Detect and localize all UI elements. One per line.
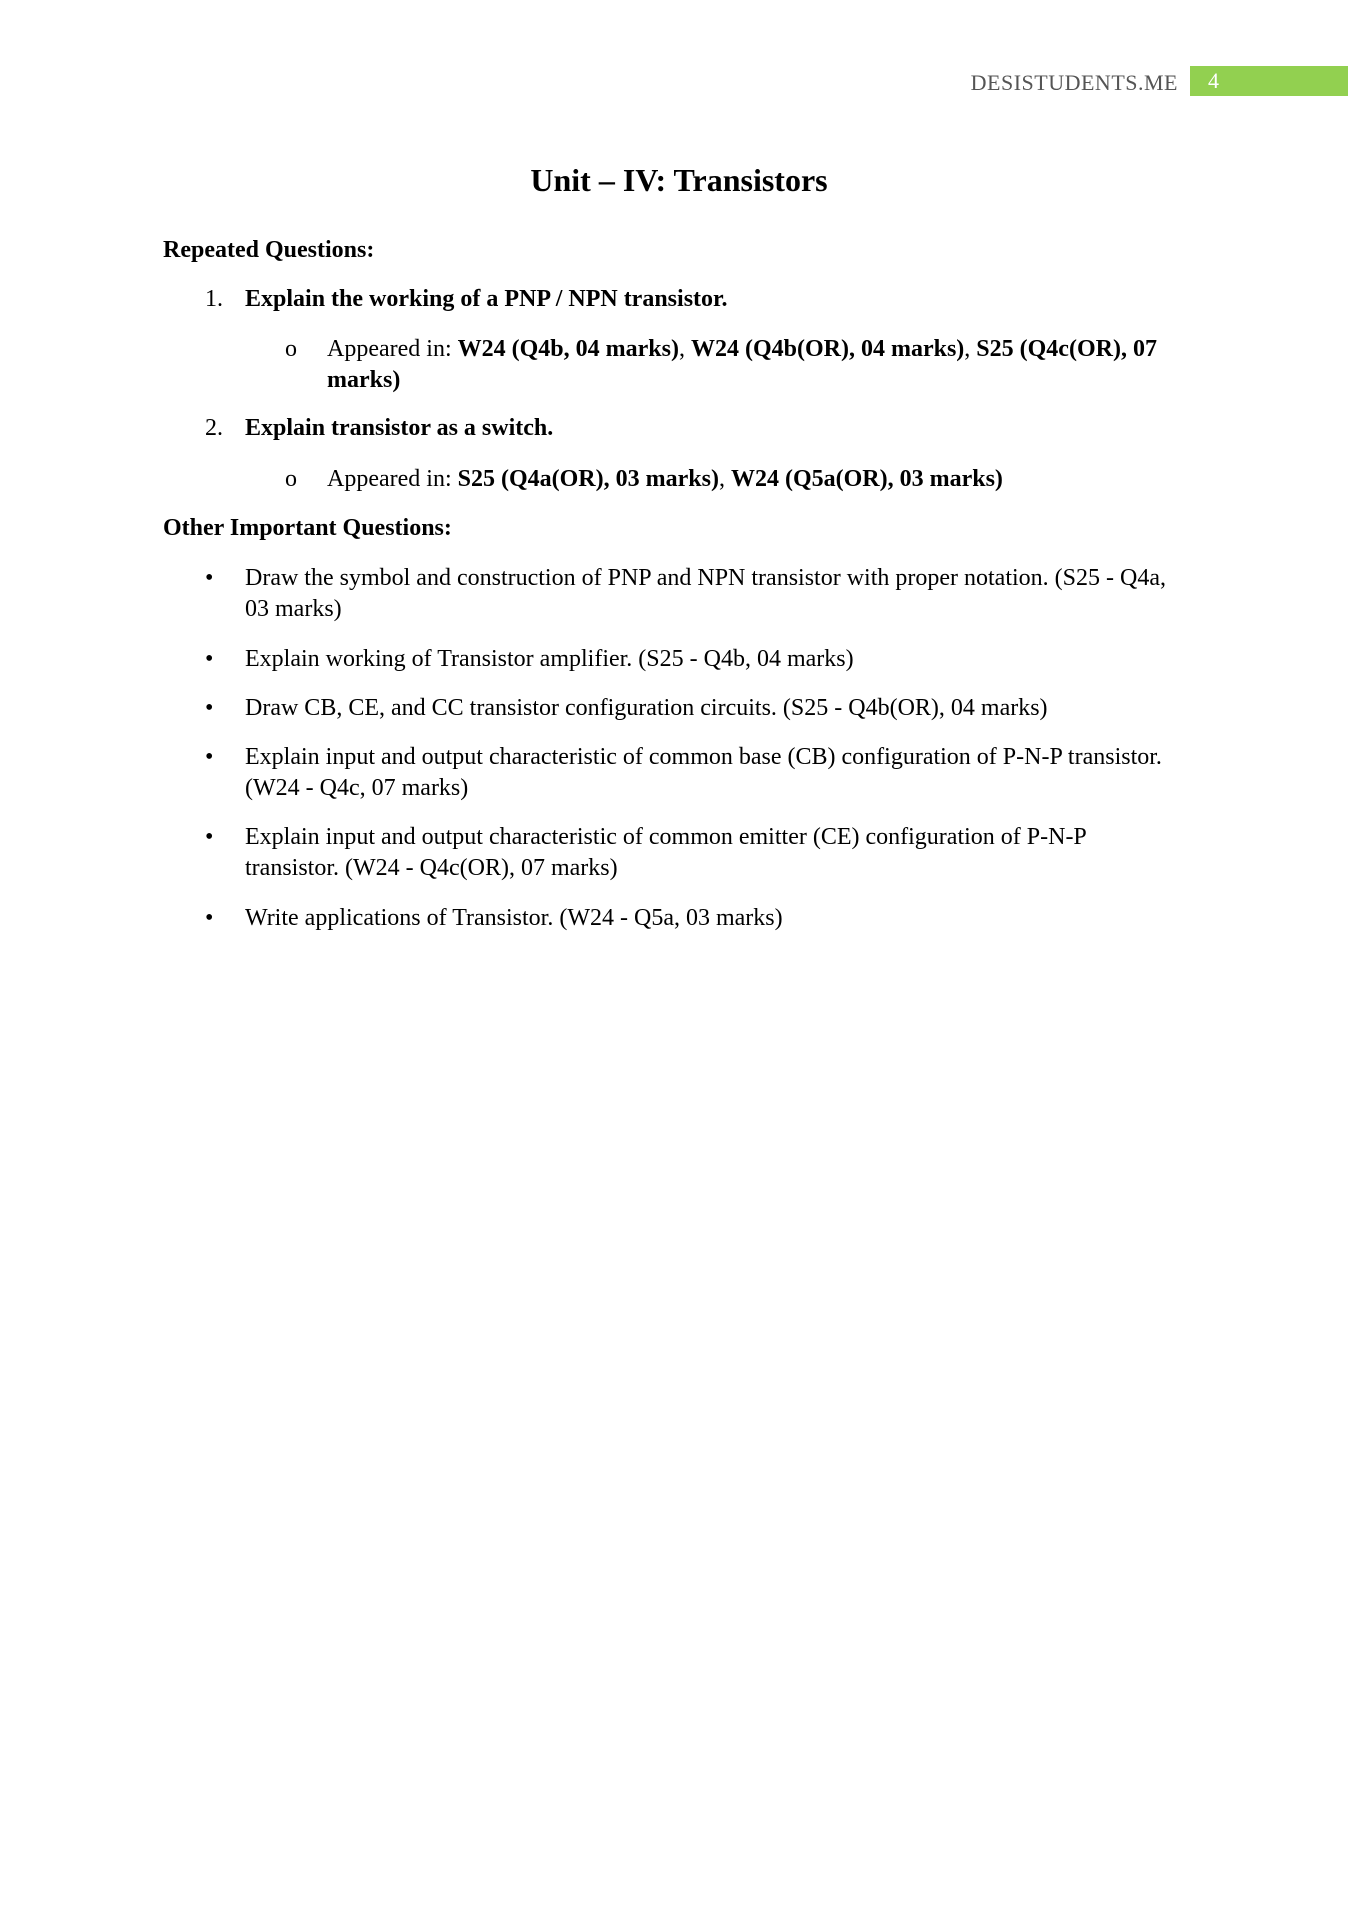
question-text: Explain the working of a PNP / NPN transistor.	[245, 286, 728, 312]
question-text: Draw CB, CE, and CC transistor configuration circuits. (S25 - Q4b(OR), 04 marks)	[245, 695, 1048, 721]
list-item	[205, 903, 1185, 934]
list-number: 1.	[205, 286, 223, 312]
question-text: Draw the symbol and construction of PNP and NPN transistor with proper notation. (S25 - Q4a, 03 marks)	[245, 565, 1166, 622]
bullet: •	[205, 646, 214, 672]
repeated-questions-heading: Repeated Questions:	[163, 237, 375, 263]
list-item	[205, 644, 1185, 675]
list-item	[205, 822, 1185, 884]
question-text: Explain input and output characteristic of common emitter (CE) configuration of P-N-P transistor. (W24 - Q4c(OR), 07 marks)	[245, 824, 1086, 881]
list-item	[205, 693, 1185, 724]
exam-ref: W24 (Q4b(OR), 04 marks)	[690, 336, 965, 362]
list-item	[205, 742, 1185, 804]
bullet: •	[205, 565, 214, 591]
sub-bullet: o	[285, 336, 297, 362]
question-text: Explain working of Transistor amplifier. (S25 - Q4b, 04 marks)	[245, 646, 854, 672]
page-number-badge	[1190, 66, 1348, 96]
appeared-in-2	[285, 464, 1185, 495]
bullet: •	[205, 695, 214, 721]
page-number: 4	[1208, 68, 1219, 93]
separator: ,	[678, 336, 691, 362]
exam-ref: W24 (Q5a(OR), 03 marks)	[730, 466, 1003, 492]
separator: ,	[964, 336, 977, 362]
separator: ,	[718, 466, 731, 492]
exam-ref: S25 (Q4c(OR), 07 marks)	[327, 336, 1157, 393]
sub-bullet: o	[285, 466, 297, 492]
list-item	[205, 563, 1185, 625]
bullet: •	[205, 744, 214, 770]
exam-ref: W24 (Q4b, 04 marks)	[457, 336, 679, 362]
appeared-prefix: Appeared in:	[327, 466, 458, 492]
question-text: Write applications of Transistor. (W24 - Q5a, 03 marks)	[245, 905, 783, 931]
appeared-in-1	[285, 334, 1185, 396]
other-questions-heading: Other Important Questions:	[163, 515, 452, 541]
bullet: •	[205, 824, 214, 850]
appeared-prefix: Appeared in:	[327, 336, 458, 362]
exam-ref: S25 (Q4a(OR), 03 marks)	[457, 466, 719, 492]
bullet: •	[205, 905, 214, 931]
question-text: Explain transistor as a switch.	[245, 415, 554, 441]
list-number: 2.	[205, 415, 223, 441]
question-text: Explain input and output characteristic of common base (CB) configuration of P-N-P transistor. (W24 - Q4c, 07 marks)	[245, 744, 1162, 801]
page-title: Unit – IV: Transistors	[530, 162, 828, 198]
site-name: DESISTUDENTS.ME	[970, 70, 1178, 95]
page-header	[0, 66, 1358, 96]
